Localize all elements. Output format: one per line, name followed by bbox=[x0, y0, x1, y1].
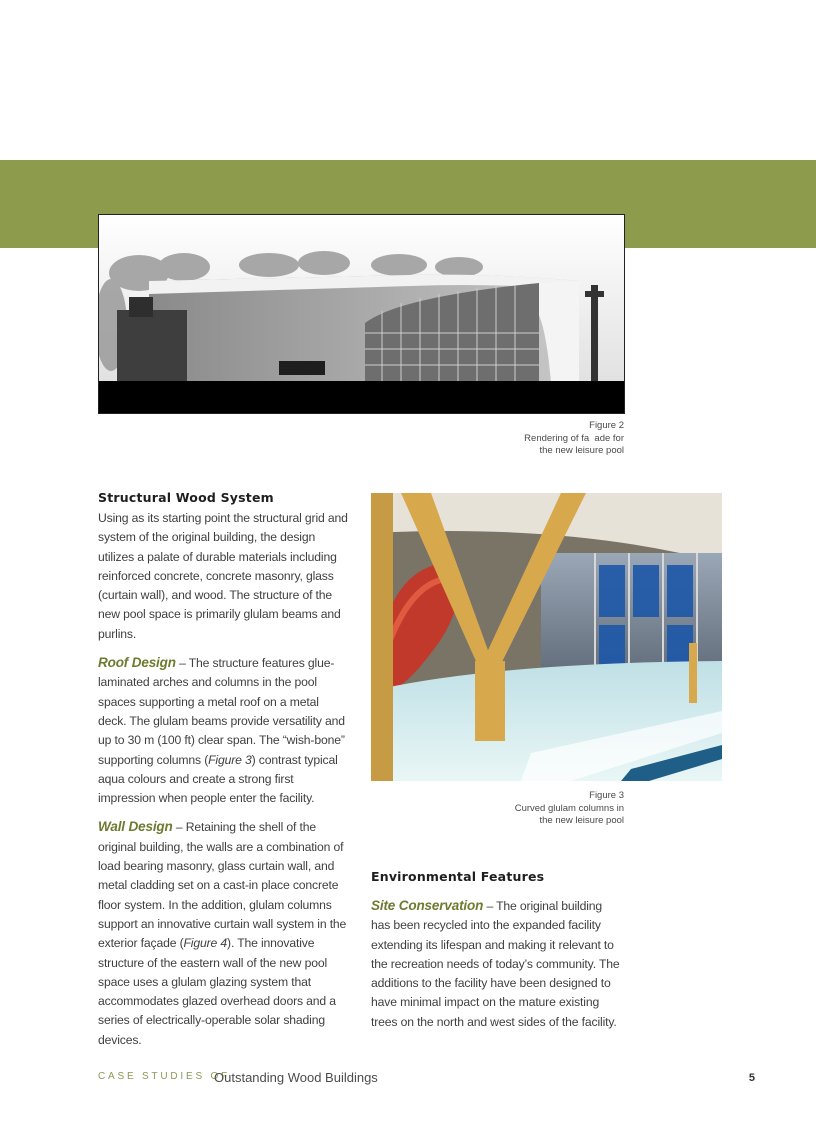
section-heading-structural: Structural Wood System bbox=[98, 490, 274, 505]
site-conservation-text: – The original building has been recycled into the expanded facility extending its lifespan and making it relevant to the recreation needs of today’s community. The additions to the facility have been designed to have minimal impact on the mature existing trees on the north and west sides of the facility. bbox=[371, 899, 620, 1029]
wall-design-paragraph bbox=[98, 817, 350, 1050]
page-number: 5 bbox=[748, 1072, 755, 1084]
left-column bbox=[98, 490, 350, 1059]
roof-design-subheading: Roof Design bbox=[98, 655, 176, 671]
wall-design-text: – Retaining the shell of the original building, the walls are a combination of load bearing masonry, glass curtain wall, and metal cladding set on a cast-in place concrete floor system. In the addition, glulam columns support an innovative curtain wall system in the exterior façade ( bbox=[98, 820, 347, 951]
figure-3-pool-photo bbox=[371, 493, 722, 781]
figure-2-caption-line: the new leisure pool bbox=[539, 445, 624, 456]
figure-4-reference: Figure 4 bbox=[183, 936, 228, 951]
figure-3-caption-line: Curved glulam columns in bbox=[514, 802, 624, 814]
site-conservation-subheading: Site Conservation bbox=[371, 898, 484, 913]
wall-design-text-end: ). The innovative structure of the eastern wall of the new pool space uses a glulam glazing system that accommodates glazed overhead doors and a series of electrically-operable solar shading devices. bbox=[98, 936, 336, 1047]
figure-3-caption-line: Figure 3 bbox=[589, 790, 624, 801]
figure-3-reference: Figure 3 bbox=[208, 752, 252, 767]
roof-design-text: – The structure features glue-laminated arches and columns in the pool spaces supporting a metal roof on a metal deck. The glulam beams provide versatility and up to 30 m (100 ft) clear span. The “wish-bone” supporting columns ( bbox=[98, 656, 345, 767]
structural-intro-paragraph: Using as its starting point the structural grid and system of the original building, the design utilizes a palate of durable materials including reinforced concrete, concrete masonry, glass (curtain wall), and wood. The structure of the new pool space is primarily glulam beams and purlins. bbox=[98, 511, 348, 641]
figure-2-caption bbox=[430, 420, 624, 458]
roof-design-paragraph bbox=[98, 653, 350, 808]
figure-2-caption-line: Figure 2 bbox=[589, 420, 624, 431]
roof-design-text-end: ) contrast typical aqua colours and create a strong first impression when people enter the facility. bbox=[98, 752, 338, 806]
right-column bbox=[371, 869, 623, 1041]
figure-2-caption-line: Rendering of fa ade for bbox=[524, 432, 624, 444]
footer-series-label: CASE STUDIES OF bbox=[98, 1071, 231, 1082]
figure-3-caption-line: the new leisure pool bbox=[539, 815, 624, 826]
figure-3-caption bbox=[430, 790, 624, 828]
wall-design-subheading: Wall Design bbox=[98, 819, 173, 835]
figure-2-facade-rendering bbox=[98, 214, 625, 414]
site-conservation-paragraph bbox=[371, 896, 623, 1032]
section-heading-environmental: Environmental Features bbox=[371, 869, 545, 884]
footer-title: Outstanding Wood Buildings bbox=[214, 1070, 378, 1085]
